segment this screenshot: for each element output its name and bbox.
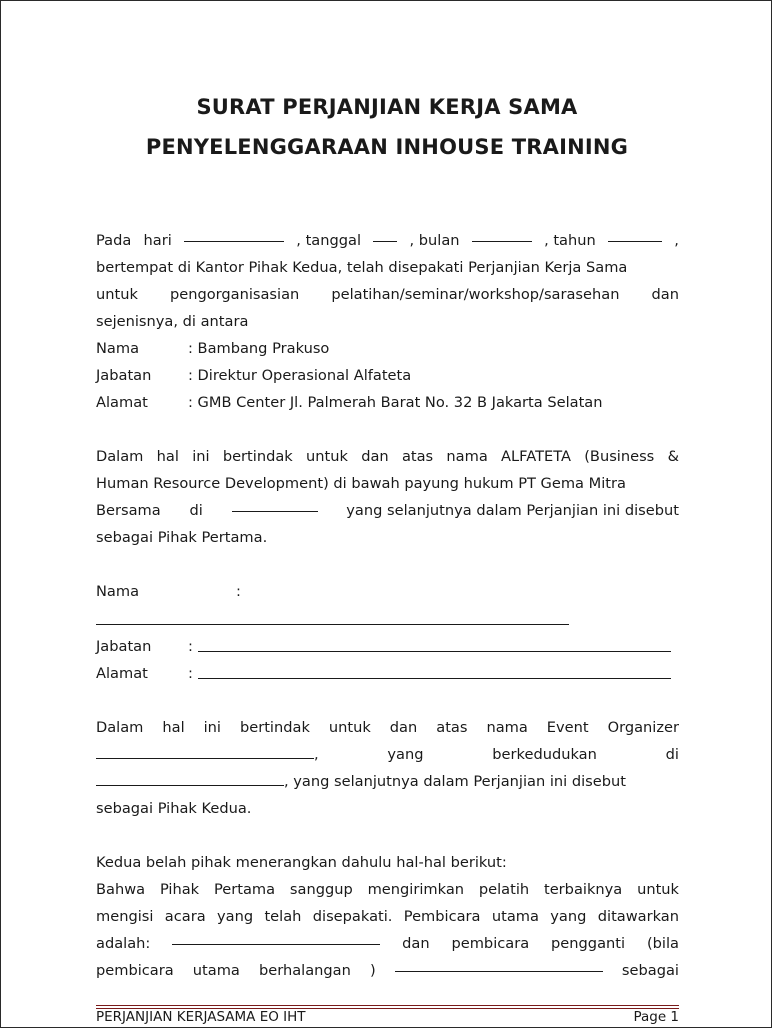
para-word: yang <box>550 908 587 925</box>
para-word: ) <box>369 962 376 979</box>
para-word: ditawarkan <box>597 908 679 925</box>
party2-jabatan-row <box>96 633 679 660</box>
para-word: yang <box>217 908 254 925</box>
paragraph-gap <box>96 551 679 578</box>
para-word: untuk <box>306 448 348 465</box>
para-word: , <box>314 746 319 763</box>
para-word: terbaiknya <box>543 881 623 898</box>
para-word: yang <box>387 746 424 763</box>
party2-para-line-1 <box>96 714 679 741</box>
field-colon: : <box>188 665 193 682</box>
closing-line-2 <box>96 876 679 903</box>
para-word: acara <box>164 908 206 925</box>
field-label: Jabatan <box>96 638 152 655</box>
para-word: mengisi <box>96 908 154 925</box>
party2-nama-row <box>96 578 679 605</box>
party1-para-line-1 <box>96 443 679 470</box>
closing-line-3 <box>96 903 679 930</box>
substitute-speaker-blank[interactable] <box>395 957 603 972</box>
party2-para-line-2 <box>96 741 679 768</box>
field-value: : Direktur Operasional Alfateta <box>188 367 412 384</box>
footer-rule <box>96 1005 679 1006</box>
para-word: & <box>667 448 679 465</box>
field-label: Alamat <box>96 665 148 682</box>
para-word: ALFATETA <box>501 448 571 465</box>
para-word: yang selanjutnya dalam Perjanjian ini disebut <box>346 502 679 519</box>
para-word: Pihak <box>159 881 200 898</box>
para-word: Dalam <box>96 448 144 465</box>
para-word: Bahwa <box>96 881 146 898</box>
party2-jabatan-blank[interactable] <box>198 633 671 652</box>
para-word: pengganti <box>551 935 626 952</box>
party1-para-line-4: sebagai Pihak Pertama. <box>96 529 268 546</box>
para-word: dan <box>402 935 430 952</box>
field-colon: : <box>236 583 241 600</box>
intro-word: pelatihan/seminar/workshop/sarasehan <box>331 286 620 303</box>
paragraph-gap <box>96 822 679 849</box>
para-word: (Business <box>584 448 655 465</box>
para-word: bertindak <box>239 719 310 736</box>
intro-word: , tanggal <box>296 232 362 249</box>
party1-jabatan-row <box>96 362 679 389</box>
field-value: : GMB Center Jl. Palmerah Barat No. 32 B Jakarta Selatan <box>188 394 603 411</box>
intro-word: untuk <box>96 286 138 303</box>
intro-line-2: bertempat di Kantor Pihak Kedua, telah disepakati Perjanjian Kerja Sama <box>96 259 628 276</box>
intro-word: , <box>674 232 679 249</box>
para-word: di <box>665 746 679 763</box>
footer-title: PERJANJIAN KERJASAMA EO IHT <box>96 1009 306 1025</box>
para-word: sebagai <box>621 962 679 979</box>
closing-line-5 <box>96 957 679 984</box>
para-word: Pertama <box>213 881 276 898</box>
field-label: Nama <box>96 583 140 600</box>
page-number: Page 1 <box>633 1009 679 1025</box>
month-blank[interactable] <box>472 227 532 242</box>
para-word: sanggup <box>289 881 353 898</box>
para-word: pelatih <box>478 881 530 898</box>
para-word: utama <box>192 962 240 979</box>
party2-alamat-row <box>96 660 679 687</box>
para-word: untuk <box>328 719 371 736</box>
para-word: bertindak <box>222 448 293 465</box>
field-label: Nama <box>96 340 140 357</box>
para-word: atas <box>401 448 434 465</box>
party2-para-line-4: sebagai Pihak Kedua. <box>96 800 252 817</box>
intro-word: , bulan <box>409 232 460 249</box>
para-word: Organizer <box>607 719 679 736</box>
para-word: pembicara <box>451 935 530 952</box>
paragraph-gap <box>96 687 679 714</box>
para-word: adalah: <box>96 935 151 952</box>
para-word: nama <box>486 719 528 736</box>
para-word: berkedudukan <box>492 746 597 763</box>
intro-line-4: sejenisnya, di antara <box>96 313 249 330</box>
intro-word: Pada <box>96 232 132 249</box>
intro-line-1 <box>96 227 679 254</box>
closing-line-1: Kedua belah pihak menerangkan dahulu hal-hal berikut: <box>96 854 507 871</box>
day-blank[interactable] <box>184 227 284 242</box>
document-title-line-2: PENYELENGGARAAN INHOUSE TRAINING <box>145 135 629 159</box>
date-blank[interactable] <box>373 227 397 242</box>
party2-nama-blank[interactable] <box>96 605 569 625</box>
page-footer <box>96 1009 679 1025</box>
document-body <box>96 227 679 984</box>
para-word: dan <box>361 448 389 465</box>
para-word: hal <box>162 719 185 736</box>
para-word: ini <box>192 448 210 465</box>
para-word: Dalam <box>96 719 144 736</box>
domicile-blank[interactable] <box>96 771 284 786</box>
para-word: di <box>189 502 203 519</box>
para-word: ini <box>203 719 221 736</box>
intro-word: , tahun <box>544 232 596 249</box>
field-colon: : <box>188 638 193 655</box>
year-blank[interactable] <box>608 227 662 242</box>
para-word: Pembicara <box>403 908 481 925</box>
para-word: dan <box>389 719 418 736</box>
intro-word: dan <box>651 286 679 303</box>
field-value: : Bambang Prakuso <box>188 340 330 357</box>
paragraph-gap <box>96 416 679 443</box>
para-word: Event <box>546 719 589 736</box>
para-word: nama <box>446 448 488 465</box>
field-label: Jabatan <box>96 367 152 384</box>
para-word: berhalangan <box>258 962 351 979</box>
para-word: hal <box>156 448 179 465</box>
para-word: , yang selanjutnya dalam Perjanjian ini disebut <box>284 773 626 790</box>
organizer-name-blank[interactable] <box>96 744 314 759</box>
para-word: utama <box>491 908 539 925</box>
intro-word: pengorganisasian <box>169 286 300 303</box>
para-word: untuk <box>637 881 679 898</box>
field-label: Alamat <box>96 394 148 411</box>
party2-para-line-3 <box>96 768 679 795</box>
main-speaker-blank[interactable] <box>172 930 380 945</box>
intro-line-3 <box>96 281 679 308</box>
para-word: pembicara <box>96 962 174 979</box>
party1-para-line-2: Human Resource Development) di bawah payung hukum PT Gema Mitra <box>96 475 626 492</box>
intro-word: hari <box>143 232 172 249</box>
para-word: Bersama <box>96 502 161 519</box>
para-word: mengirimkan <box>367 881 465 898</box>
party1-alamat-row <box>96 389 679 416</box>
para-word: (bila <box>646 935 679 952</box>
party1-para-line-3 <box>96 497 679 524</box>
document-title-line-1: SURAT PERJANJIAN KERJA SAMA <box>196 95 578 119</box>
party2-alamat-blank[interactable] <box>198 660 671 679</box>
para-word: disepakati. <box>312 908 393 925</box>
location-blank[interactable] <box>232 497 318 512</box>
closing-line-4 <box>96 930 679 957</box>
party1-nama-row <box>96 335 679 362</box>
para-word: telah <box>264 908 302 925</box>
para-word: atas <box>436 719 468 736</box>
